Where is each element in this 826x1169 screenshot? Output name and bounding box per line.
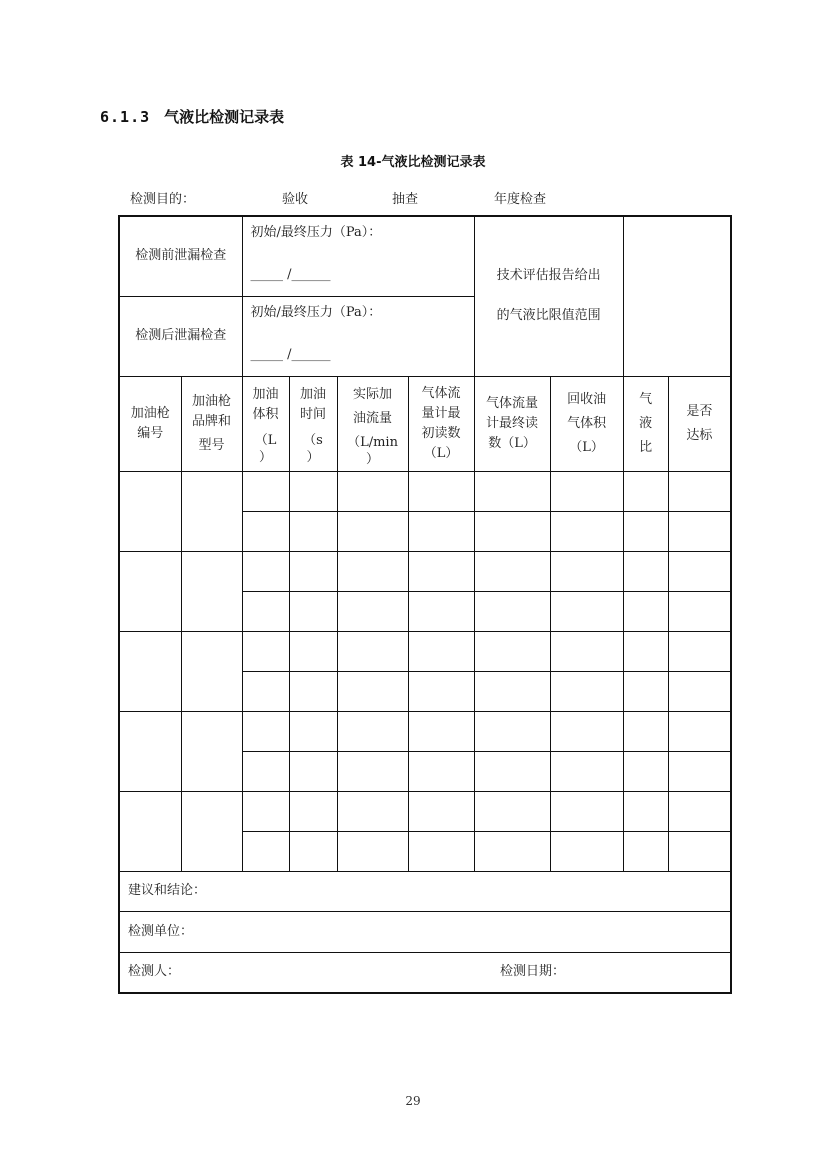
- data-cell[interactable]: [550, 471, 623, 511]
- data-cell[interactable]: [550, 751, 623, 791]
- data-cell[interactable]: [242, 671, 289, 711]
- data-cell[interactable]: [474, 631, 550, 671]
- data-cell[interactable]: [337, 831, 408, 871]
- table-row: [119, 631, 731, 671]
- conclusion-field[interactable]: [119, 871, 731, 911]
- data-cell[interactable]: [550, 631, 623, 671]
- nozzle-id-cell[interactable]: [119, 711, 181, 791]
- data-cell[interactable]: [474, 751, 550, 791]
- data-cell[interactable]: [337, 471, 408, 511]
- testing-unit-label: 检测单位：: [128, 923, 194, 939]
- data-cell[interactable]: [550, 511, 623, 551]
- data-cell[interactable]: [242, 511, 289, 551]
- data-cell[interactable]: [668, 831, 731, 871]
- data-cell[interactable]: [337, 671, 408, 711]
- table-row: [119, 711, 731, 751]
- nozzle-brand-cell[interactable]: [181, 551, 242, 631]
- data-cell[interactable]: [550, 671, 623, 711]
- data-cell[interactable]: [289, 631, 337, 671]
- nozzle-brand-cell[interactable]: [181, 631, 242, 711]
- section-title: 气液比检测记录表: [164, 108, 285, 126]
- data-cell[interactable]: [623, 591, 668, 631]
- data-cell[interactable]: [408, 511, 474, 551]
- data-cell[interactable]: [550, 831, 623, 871]
- data-cell[interactable]: [474, 591, 550, 631]
- section-number: 6.1.3: [100, 108, 151, 126]
- purpose-option-spot-check[interactable]: 抽查: [392, 192, 419, 207]
- gas-liquid-range-value[interactable]: [623, 216, 731, 376]
- data-cell[interactable]: [623, 631, 668, 671]
- leak-check-after-label: 检测后泄漏检查: [119, 296, 242, 376]
- data-cell[interactable]: [337, 551, 408, 591]
- data-cell[interactable]: [242, 831, 289, 871]
- data-cell[interactable]: [474, 831, 550, 871]
- tester-date-field[interactable]: [119, 952, 731, 993]
- data-cell[interactable]: [668, 591, 731, 631]
- purpose-option-acceptance[interactable]: 验收: [282, 192, 309, 207]
- page-number: 29: [405, 1094, 421, 1108]
- column-header-row: [119, 376, 731, 471]
- data-cell[interactable]: [337, 631, 408, 671]
- data-cell[interactable]: [242, 711, 289, 751]
- data-cell[interactable]: [668, 551, 731, 591]
- data-cell[interactable]: [242, 591, 289, 631]
- data-cell[interactable]: [408, 591, 474, 631]
- data-cell[interactable]: [668, 471, 731, 511]
- data-cell[interactable]: [474, 671, 550, 711]
- data-cell[interactable]: [408, 671, 474, 711]
- purpose-row: [0, 188, 826, 208]
- range-label-line1: 技术评估报告给出: [496, 268, 601, 284]
- data-cell[interactable]: [337, 751, 408, 791]
- data-cell[interactable]: [668, 751, 731, 791]
- data-cell[interactable]: [623, 551, 668, 591]
- nozzle-id-cell[interactable]: [119, 551, 181, 631]
- data-cell[interactable]: [408, 551, 474, 591]
- pressure-label: 初始/最终压力（Pa）：: [250, 304, 382, 320]
- header-recovered-volume: 回收油 气体积 （L）: [550, 376, 623, 471]
- data-cell[interactable]: [550, 591, 623, 631]
- nozzle-id-cell[interactable]: [119, 471, 181, 551]
- purpose-label: 检测目的：: [130, 192, 196, 207]
- conclusion-label: 建议和结论：: [128, 883, 207, 898]
- section-heading: [100, 106, 284, 127]
- data-cell[interactable]: [408, 631, 474, 671]
- header-compliant: 是否 达标: [668, 376, 731, 471]
- data-cell[interactable]: [289, 511, 337, 551]
- data-cell[interactable]: [474, 471, 550, 511]
- testing-unit-field[interactable]: [119, 911, 731, 952]
- header-final-reading: 气体流量 计最终读 数（L）: [474, 376, 550, 471]
- data-cell[interactable]: [337, 591, 408, 631]
- data-cell[interactable]: [289, 591, 337, 631]
- data-cell[interactable]: [289, 831, 337, 871]
- data-cell[interactable]: [623, 511, 668, 551]
- leak-check-before-pressure[interactable]: [242, 216, 474, 296]
- data-cell[interactable]: [623, 791, 668, 831]
- data-cell[interactable]: [474, 711, 550, 751]
- data-cell[interactable]: [668, 511, 731, 551]
- gas-liquid-range-label: [474, 216, 623, 376]
- header-nozzle-brand: 加油枪 品牌和 型号: [181, 376, 242, 471]
- pressure-label: 初始/最终压力（Pa）：: [250, 225, 382, 240]
- nozzle-brand-cell[interactable]: [181, 791, 242, 871]
- data-cell[interactable]: [289, 711, 337, 751]
- nozzle-id-cell[interactable]: [119, 791, 181, 871]
- header-gas-liquid-ratio: 气 液 比: [623, 376, 668, 471]
- purpose-option-annual-check[interactable]: 年度检查: [494, 192, 547, 207]
- data-cell[interactable]: [289, 791, 337, 831]
- data-cell[interactable]: [668, 791, 731, 831]
- data-cell[interactable]: [550, 551, 623, 591]
- range-label-line2: 的气液比限值范围: [496, 308, 601, 324]
- data-cell[interactable]: [408, 791, 474, 831]
- table-row: [119, 791, 731, 831]
- data-cell[interactable]: [550, 711, 623, 751]
- nozzle-id-cell[interactable]: [119, 631, 181, 711]
- header-nozzle-id: 加油枪 编号: [119, 376, 181, 471]
- data-cell[interactable]: [337, 711, 408, 751]
- pressure-blank: _____ /______: [250, 346, 331, 362]
- data-cell[interactable]: [623, 671, 668, 711]
- data-cell[interactable]: [668, 711, 731, 751]
- data-cell[interactable]: [408, 471, 474, 511]
- data-cell[interactable]: [289, 471, 337, 511]
- data-cell[interactable]: [337, 791, 408, 831]
- test-date-label: 检测日期：: [500, 964, 566, 980]
- data-cell[interactable]: [242, 751, 289, 791]
- data-cell[interactable]: [242, 791, 289, 831]
- pressure-blank: _____ /______: [250, 267, 331, 282]
- data-cell[interactable]: [474, 791, 550, 831]
- table-row: [119, 551, 731, 591]
- data-cell[interactable]: [408, 711, 474, 751]
- nozzle-brand-cell[interactable]: [181, 471, 242, 551]
- data-cell[interactable]: [623, 831, 668, 871]
- data-cell[interactable]: [668, 671, 731, 711]
- data-cell[interactable]: [550, 791, 623, 831]
- data-cell[interactable]: [242, 471, 289, 511]
- nozzle-brand-cell[interactable]: [181, 711, 242, 791]
- header-fuel-time: 加油 时间 （s ）: [289, 376, 337, 471]
- data-cell[interactable]: [623, 711, 668, 751]
- data-cell[interactable]: [242, 551, 289, 591]
- table-caption: 表 14-气液比检测记录表: [340, 155, 486, 170]
- data-cell[interactable]: [289, 671, 337, 711]
- data-cell[interactable]: [408, 751, 474, 791]
- data-cell[interactable]: [242, 631, 289, 671]
- data-cell[interactable]: [623, 751, 668, 791]
- data-cell[interactable]: [337, 511, 408, 551]
- data-cell[interactable]: [289, 751, 337, 791]
- table-row: [119, 471, 731, 511]
- data-cell[interactable]: [289, 551, 337, 591]
- tester-label: 检测人：: [128, 964, 181, 980]
- data-cell[interactable]: [474, 551, 550, 591]
- data-cell[interactable]: [623, 471, 668, 511]
- leak-check-before-label: 检测前泄漏检查: [119, 216, 242, 296]
- data-cell[interactable]: [408, 831, 474, 871]
- data-cell[interactable]: [668, 631, 731, 671]
- leak-check-after-pressure[interactable]: [242, 296, 474, 376]
- header-fuel-volume: 加油 体积 （L ）: [242, 376, 289, 471]
- record-table: [118, 215, 732, 994]
- header-actual-flow: 实际加 油流量 （L/min ）: [337, 376, 408, 471]
- data-cell[interactable]: [474, 511, 550, 551]
- header-initial-reading: 气体流 量计最 初读数 （L）: [408, 376, 474, 471]
